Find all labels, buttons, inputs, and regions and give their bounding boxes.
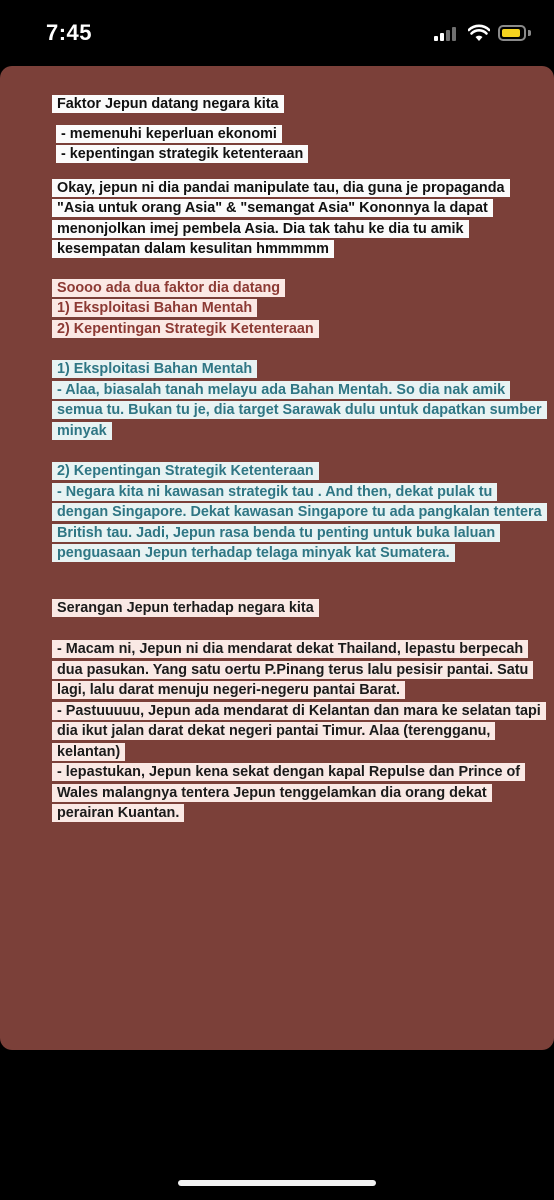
cellular-signal-icon <box>434 27 458 41</box>
intro-text: Okay, jepun ni dia pandai manipulate tau, dia guna je propaganda "Asia untuk orang Asia" & "semangat Asia" Kononnya la dapat menonjolkan imej pembela Asia. Dia tak tahu ke dia tu amik kesempatan dalam kesulitan hmmmmm <box>52 179 510 259</box>
factors-block <box>52 278 542 340</box>
factor1-block <box>52 359 542 441</box>
attack-point: - lepastukan, Jepun kena sekat dengan kapal Repulse dan Prince of Wales malangnya tentera Jepun tenggelamkan dia orang dekat perairan Kuantan. <box>52 763 525 822</box>
reasons-list <box>56 124 542 165</box>
attack-title: Serangan Jepun terhadap negara kita <box>52 599 319 617</box>
battery-level <box>502 29 520 37</box>
story-title: Faktor Jepun datang negara kita <box>52 95 284 113</box>
home-indicator[interactable] <box>178 1180 376 1186</box>
story-content <box>52 94 542 824</box>
factor-item: 2) Kepentingan Strategik Ketenteraan <box>52 320 319 338</box>
factor2-heading: 2) Kepentingan Strategik Ketenteraan <box>52 462 319 480</box>
factor-item: 1) Eksploitasi Bahan Mentah <box>52 299 257 317</box>
factors-lead: Soooo ada dua faktor dia datang <box>52 279 285 297</box>
factor2-body: - Negara kita ni kawasan strategik tau . And then, dekat pulak tu dengan Singapore. Dekat kawasan Singapore tu ada pangkalan tentera British tau. Jadi, Jepun rasa benda tu penting untuk buka laluan penguasaan Jepun terhadap telaga minyak kat Sumatera. <box>52 483 547 563</box>
status-bar <box>0 0 554 64</box>
reason-item: - kepentingan strategik ketenteraan <box>56 145 308 163</box>
battery-icon <box>498 25 526 41</box>
story-title-block <box>52 94 542 115</box>
intro-block <box>52 178 542 260</box>
battery-tip <box>528 30 531 36</box>
reason-item: - memenuhi keperluan ekonomi <box>56 125 282 143</box>
factor2-block <box>52 461 542 564</box>
wifi-icon <box>468 24 490 42</box>
factor1-body: - Alaa, biasalah tanah melayu ada Bahan Mentah. So dia nak amik semua tu. Bukan tu je, dia target Sarawak dulu untuk dapatkan sumber minyak <box>52 381 547 440</box>
factor1-heading: 1) Eksploitasi Bahan Mentah <box>52 360 257 378</box>
attack-point: - Pastuuuuu, Jepun ada mendarat di Kelantan dan mara ke selatan tapi dia ikut jalan darat dekat negeri pantai Timur. Alaa (terengganu, kelantan) <box>52 702 546 761</box>
status-time: 7:45 <box>46 20 93 45</box>
attack-point: - Macam ni, Jepun ni dia mendarat dekat Thailand, lepastu berpecah dua pasukan. Yang satu oertu P.Pinang terus lalu pesisir pantai. Satu lagi, lalu darat menuju negeri-negeru pantai Barat. <box>52 640 533 699</box>
attack-points-block <box>52 639 542 824</box>
attack-title-block <box>52 598 542 619</box>
